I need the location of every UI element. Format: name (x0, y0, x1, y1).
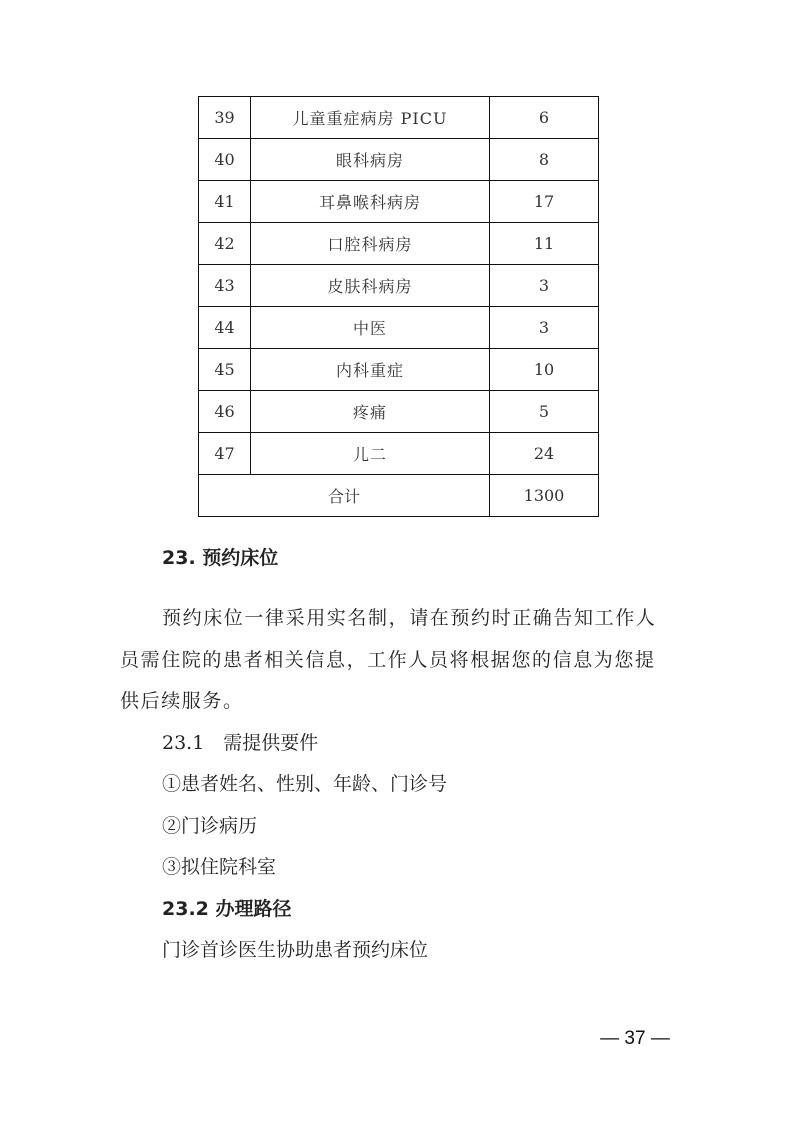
table-total-row (199, 475, 599, 517)
bed-count-cell: 17 (490, 181, 599, 223)
row-number-cell: 47 (199, 433, 251, 475)
total-label-cell: 合计 (199, 475, 490, 517)
department-cell: 皮肤科病房 (251, 265, 490, 307)
table-row (199, 307, 599, 349)
paragraph-line-1: 预约床位一律采用实名制，请在预约时正确告知工作人 (162, 607, 657, 629)
paragraph-line-3: 供后续服务。 (120, 690, 244, 712)
total-value-cell: 1300 (490, 475, 599, 517)
row-number-cell: 45 (199, 349, 251, 391)
department-cell: 耳鼻喉科病房 (251, 181, 490, 223)
table-body (199, 97, 599, 517)
table-row (199, 265, 599, 307)
requirement-item-2: ②门诊病历 (162, 815, 258, 837)
row-number-cell: 42 (199, 223, 251, 265)
table-row (199, 97, 599, 139)
row-number-cell: 43 (199, 265, 251, 307)
page-number: — 37 — (600, 1028, 670, 1049)
table-row (199, 433, 599, 475)
department-cell: 疼痛 (251, 391, 490, 433)
table-row (199, 391, 599, 433)
requirement-item-3: ③拟住院科室 (162, 856, 277, 878)
subsection-heading-requirements: 23.1 需提供要件 (162, 732, 319, 754)
table-row (199, 349, 599, 391)
bed-count-table (198, 96, 599, 517)
department-cell: 儿童重症病房 PICU (251, 97, 490, 139)
bed-count-cell: 8 (490, 139, 599, 181)
bed-count-cell: 11 (490, 223, 599, 265)
row-number-cell: 41 (199, 181, 251, 223)
bed-count-cell: 24 (490, 433, 599, 475)
bed-count-cell: 5 (490, 391, 599, 433)
department-cell: 眼科病房 (251, 139, 490, 181)
requirement-item-1: ①患者姓名、性别、年龄、门诊号 (162, 773, 448, 795)
department-cell: 中医 (251, 307, 490, 349)
department-cell: 儿二 (251, 433, 490, 475)
department-cell: 口腔科病房 (251, 223, 490, 265)
row-number-cell: 39 (199, 97, 251, 139)
subsection-heading-process: 23.2 办理路径 (162, 898, 292, 920)
row-number-cell: 40 (199, 139, 251, 181)
row-number-cell: 46 (199, 391, 251, 433)
row-number-cell: 44 (199, 307, 251, 349)
department-cell: 内科重症 (251, 349, 490, 391)
bed-count-cell: 3 (490, 307, 599, 349)
paragraph-line-2: 员需住院的患者相关信息，工作人员将根据您的信息为您提 (120, 649, 656, 671)
bed-count-cell: 3 (490, 265, 599, 307)
table-row (199, 223, 599, 265)
section-heading: 23. 预约床位 (162, 547, 279, 569)
table-row (199, 181, 599, 223)
process-text: 门诊首诊医生协助患者预约床位 (162, 939, 429, 961)
bed-count-cell: 6 (490, 97, 599, 139)
bed-count-cell: 10 (490, 349, 599, 391)
table-row (199, 139, 599, 181)
